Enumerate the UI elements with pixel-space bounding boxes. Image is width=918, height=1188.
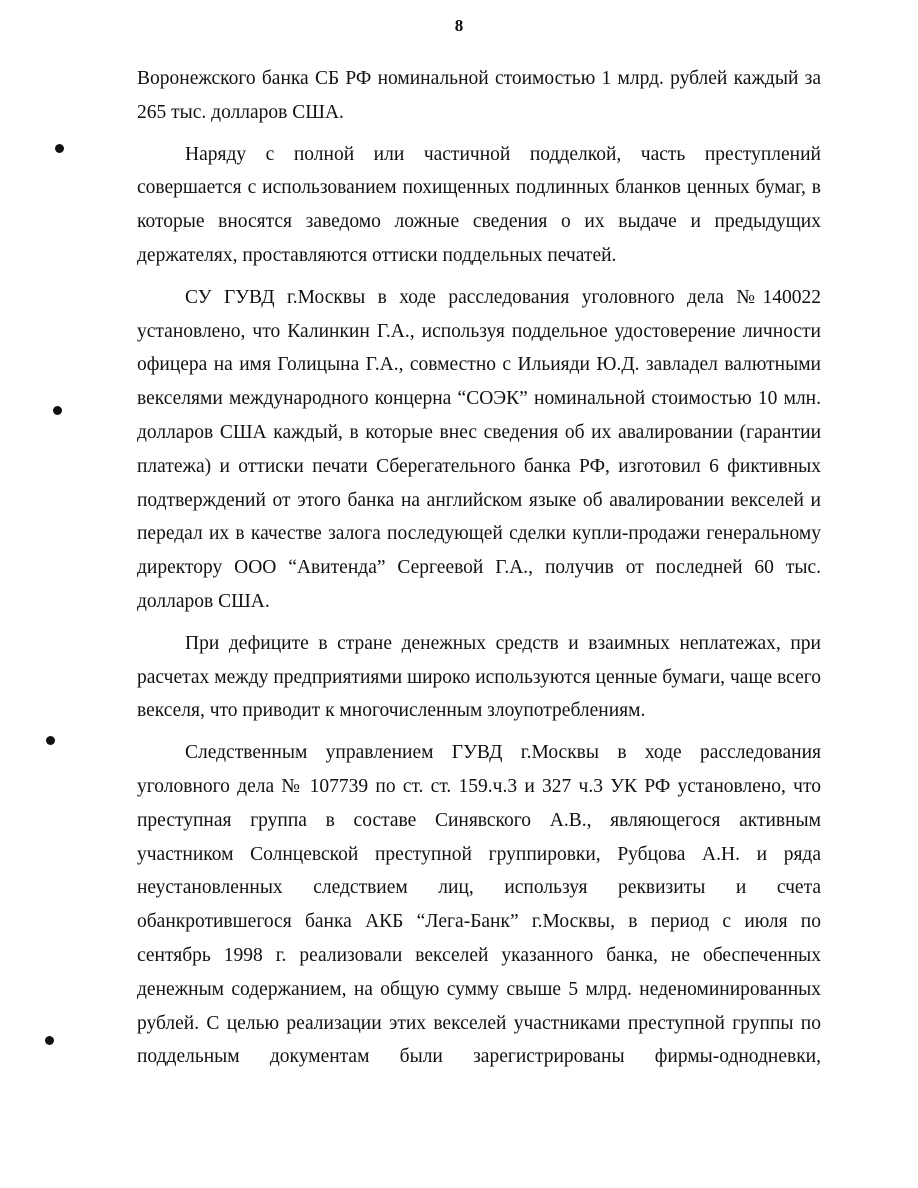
paragraph: Воронежского банка СБ РФ номинальной стоимостью 1 млрд. рублей каждый за 265 тыс. долларов США.	[137, 68, 821, 123]
binder-hole	[53, 406, 62, 415]
binder-hole	[46, 736, 55, 745]
page-number: 8	[454, 16, 464, 35]
body-text	[137, 62, 821, 1074]
binder-hole	[55, 144, 64, 153]
paragraph: Наряду с полной или частичной подделкой, часть преступлений совершается с использованием похищенных подлинных бланков ценных бумаг, в которые вносятся заведомо ложные сведения о их выдаче и предыдущих держателях, проставляются оттиски поддельных печатей.	[137, 143, 821, 266]
paragraph: Следственным управлением ГУВД г.Москвы в ходе расследования уголовного дела № 107739 по ст. ст. 159.ч.3 и 327 ч.3 УК РФ установлено, что преступная группа в составе Синявского А.В., являющегося активным участником Солнцевской преступной группировки, Рубцова А.Н. и ряда неустановленных следствием лиц, используя реквизиты и счета обанкротившегося банка АКБ “Лега-Банк” г.Москвы, в период с июля по сентябрь 1998 г. реализовали векселей указанного банка, не обеспеченных денежным содержанием, на общую сумму свыше 5 млрд. неденоминированных рублей. С целью реализации этих векселей участниками преступной группы по поддельным документам были зарегистрированы фирмы-однодневки,	[137, 742, 821, 1068]
binder-hole	[45, 1036, 54, 1045]
paragraph: СУ ГУВД г.Москвы в ходе расследования уголовного дела №140022 установлено, что Калинкин Г.А., используя поддельное удостоверение личности офицера на имя Голицына Г.А., совместно с Ильияди Ю.Д. завладел валютными векселями международного концерна “СОЭК” номинальной стоимостью 10 млн. долларов США каждый, в которые внес сведения об их авалировании (гарантии платежа) и оттиски печати Сберегательного банка РФ, изготовил 6 фиктивных подтверждений от этого банка на английском языке об авалировании векселей и передал их в качестве залога последующей сделки купли-продажи генеральному директору ООО “Авитенда” Сергеевой Г.А., получив от последней 60 тыс. долларов США.	[137, 286, 821, 612]
paragraph: При дефиците в стране денежных средств и взаимных неплатежах, при расчетах между предприятиями широко используются ценные бумаги, чаще всего векселя, что приводит к многочисленным злоупотреблениям.	[137, 632, 821, 722]
